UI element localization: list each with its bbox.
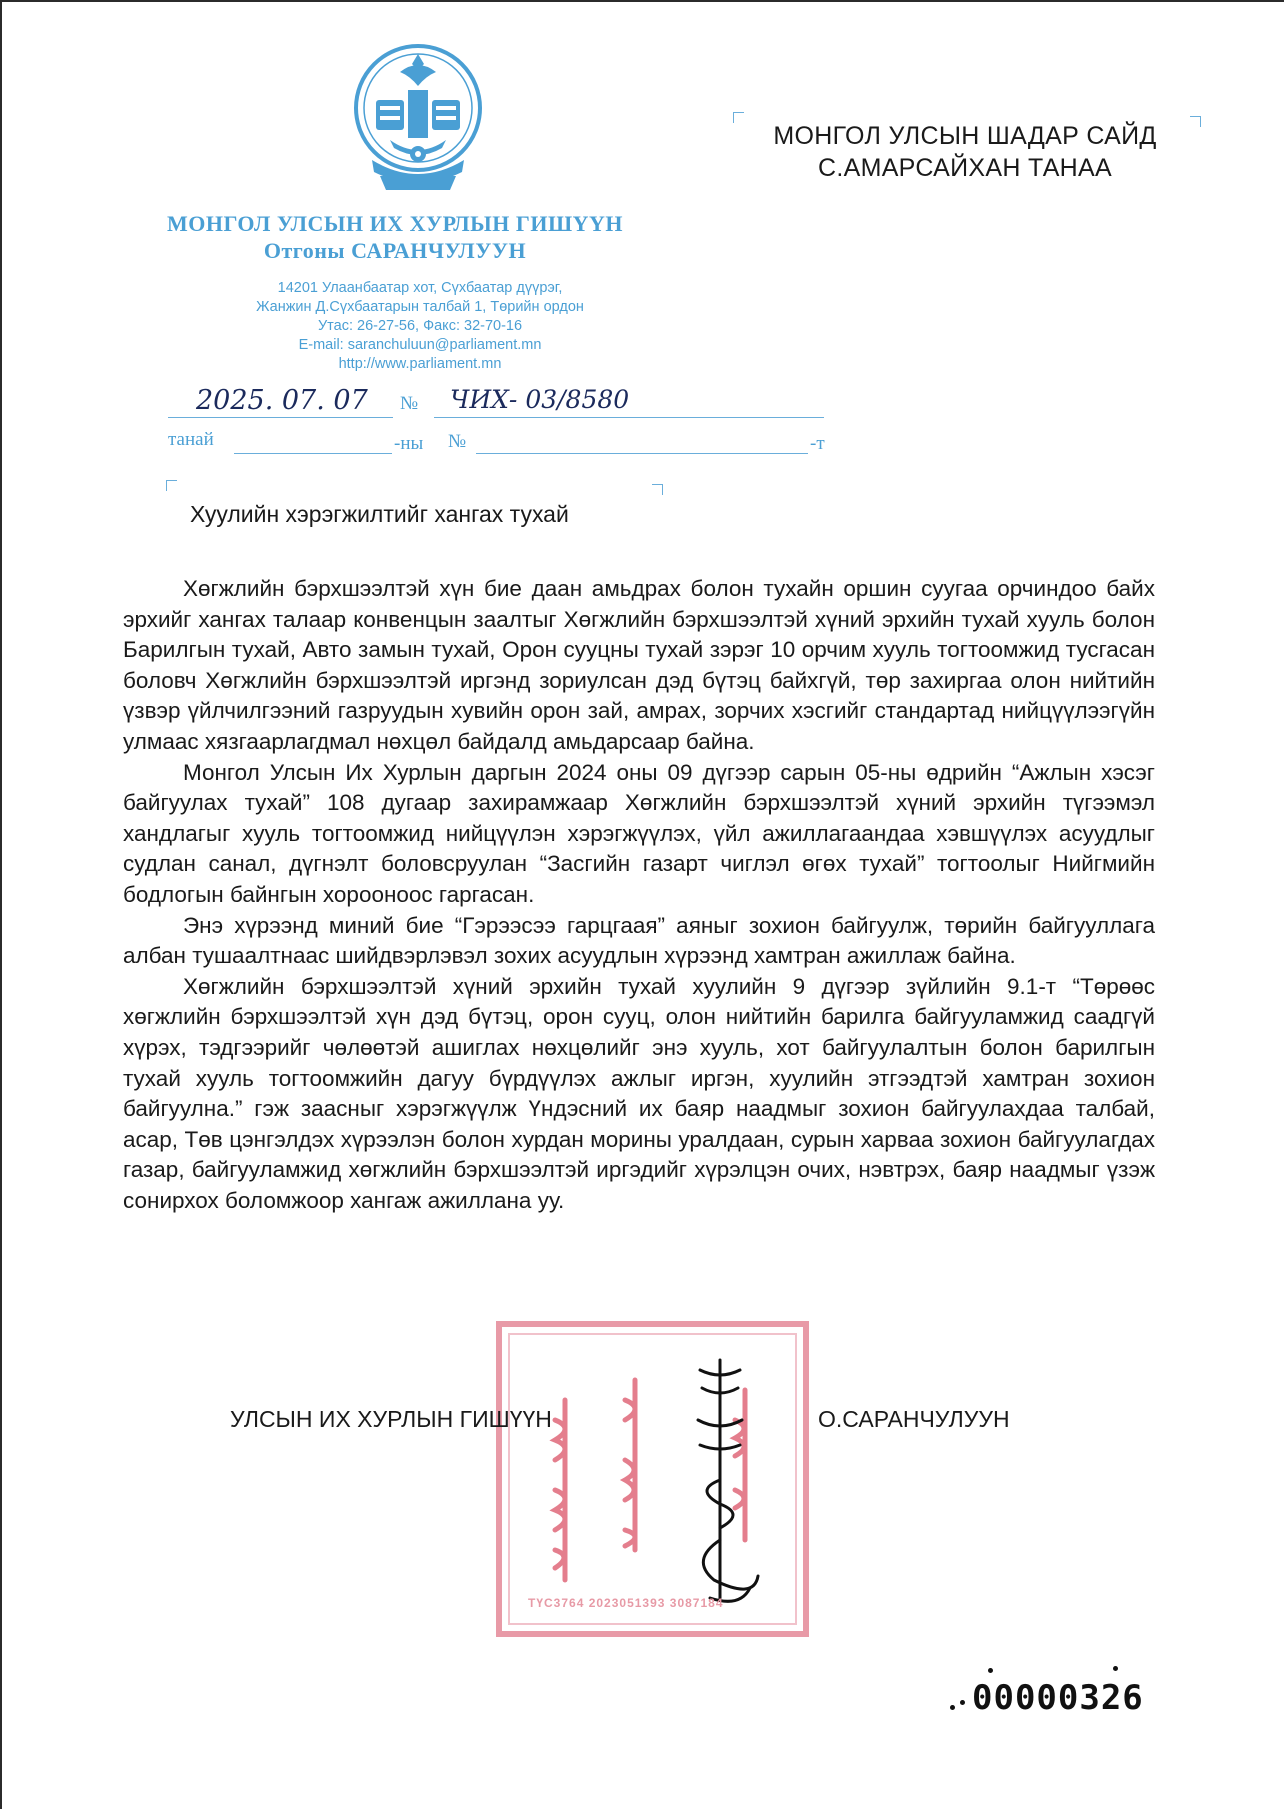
number-underline bbox=[434, 417, 824, 418]
letterhead-organization bbox=[120, 210, 670, 264]
body-paragraph: Хөгжлийн бэрхшээлтэй хүн бие даан амьдрах болон тухайн оршин суугаа орчиндоо байх эрхийг хангах талаар конвенцын заалтыг Хөгжлийн бэрхшээлтэй хүний эрхийн тухай хууль болон Барилгын тухай, Авто замын тухай, Орон сууцны тухай зэрэг 10 орчим хууль тогтоомжид тусгасан боловч Хөгжлийн бэрхшээлтэй иргэнд зориулсан дэд бүтэц байхгүй, төр захиргаа олон нийтийн үзвэр үйлчилгээний газруудын хувийн орон зай, амрах, зорчих хэсгийг стандартад нийцүүлээгүйн улмаас хязгаарлагдмал нөхцөл байдалд амьдарсаар байна. bbox=[123, 576, 1155, 754]
signature-block bbox=[0, 1300, 1284, 1640]
recipient-name: С.АМАРСАЙХАН ТАНАА bbox=[818, 154, 1112, 182]
letter-date-number-line bbox=[168, 385, 658, 419]
recipient-block bbox=[755, 120, 1175, 184]
document-serial-number: 00000326 bbox=[972, 1678, 1144, 1718]
reference-line bbox=[168, 427, 825, 457]
date-underline bbox=[168, 417, 393, 418]
address-line: Жанжин Д.Сүхбаатарын талбай 1, Төрийн ордон bbox=[256, 299, 584, 315]
body-paragraph: Энэ хүрээнд миний бие “Гэрээсээ гарцгаая” аяныг зохион байгуулж, төрийн байгууллага албан тушаалтнаас шийдвэрлэвэл зохих асуудлын хүрээнд хамтран ажиллаж байна. bbox=[123, 912, 1155, 969]
corner-mark bbox=[652, 484, 663, 495]
recipient-title: МОНГОЛ УЛСЫН ШАДАР САЙД bbox=[773, 122, 1157, 150]
org-title-line2: Отгоны САРАНЧУЛУУН bbox=[263, 238, 527, 263]
letter-body bbox=[123, 574, 1155, 1216]
corner-mark bbox=[166, 480, 177, 491]
address-line: Утас: 26-27-56, Факс: 32-70-16 bbox=[317, 318, 523, 334]
body-paragraph: Монгол Улсын Их Хурлын даргын 2024 оны 09 дүгээр сарын 05-ны өдрийн “Ажлын хэсэг байгуулах тухай” 108 дугаар захирамжаар Хөгжлийн бэрхшээлтэй хүний эрхийн түгээмэл хандлагыг хууль тогтоомжид нийцүүлэн хэрэгжүүлэх, үйл ажиллагаандаа хэвшүүлэх асуудлыг судлан санал, дүгнэлт боловсруулан “Засгийн газарт чиглэл өгөх тухай” тогтоолыг Нийгмийн бодлогын байнгын хорооноос гаргасан. bbox=[123, 759, 1155, 907]
ref-number-label: № bbox=[448, 431, 467, 452]
letter-date: 2025. 07. 07 bbox=[196, 385, 368, 416]
ref-suffix: -т bbox=[810, 433, 825, 454]
body-paragraph: Хөгжлийн бэрхшээлтэй хүний эрхийн тухай хуулийн 9 дүгээр зүйлийн 9.1-т “Төрөөс хөгжлийн бэрхшээлтэй хүн дэд бүтэц, орон сууц, олон нийтийн барилга байгууламжид саадгүй хүрэх, тэдгээрийг чөлөөтэй ашиглах нөхцөлийг энэ хууль, хот байгуулалтын болон барилгын тухай хууль тогтоомжийн дагуу бүрдүүлэх ажлыг иргэн, хуулийн этгээдтэй хамтран зохион байгуулна.” гэж заасныг хэрэгжүүлж Үндэсний их баяр наадмыг зохион байгуулахдаа талбай, асар, Төв цэнгэлдэх хүрээлэн болон хурдан морины уралдаан, сурын харваа зохион байгуулагдах газар, байгууламжид хөгжлийн бэрхшээлтэй иргэдийг хүрэлцэн очих, нэвтрэх, баяр наадмыг үзэж сонирхох боломжоор хангаж ажиллана уу. bbox=[123, 973, 1155, 1213]
mongolia-state-emblem-icon bbox=[350, 42, 486, 200]
number-label: № bbox=[400, 393, 419, 414]
page-edge-top bbox=[0, 0, 1284, 2]
address-website: http://www.parliament.mn bbox=[338, 356, 502, 372]
serial-dot bbox=[1113, 1666, 1118, 1671]
address-line: 14201 Улаанбаатар хот, Сүхбаатар дүүрэг, bbox=[277, 280, 563, 296]
address-email: E-mail: saranchuluun@parliament.mn bbox=[298, 337, 542, 353]
serial-dot bbox=[988, 1668, 993, 1673]
letter-subject: Хуулийн хэрэгжилтийг хангах тухай bbox=[190, 501, 569, 527]
ref-prefix: танай bbox=[168, 429, 214, 450]
letter-number: ЧИХ- 03/8580 bbox=[450, 385, 630, 414]
serial-dot bbox=[950, 1705, 955, 1710]
ref-date-underline bbox=[234, 453, 392, 454]
signatory-name: О.САРАНЧУЛУУН bbox=[818, 1406, 1010, 1432]
handwritten-signature-icon bbox=[680, 1350, 760, 1630]
letterhead-address bbox=[180, 279, 660, 374]
signatory-title: УЛСЫН ИХ ХУРЛЫН ГИШҮҮН bbox=[230, 1406, 552, 1432]
official-red-stamp-icon bbox=[495, 1320, 810, 1638]
serial-dot bbox=[960, 1700, 965, 1705]
corner-mark bbox=[1190, 116, 1201, 127]
stamp-registration-id: ТҮС3764 2023051393 3087184 bbox=[528, 1596, 724, 1610]
corner-mark bbox=[733, 112, 744, 123]
ref-number-underline bbox=[476, 453, 808, 454]
org-title-line1: МОНГОЛ УЛСЫН ИХ ХУРЛЫН ГИШҮҮН bbox=[166, 211, 624, 236]
ref-mid: -ны bbox=[394, 433, 424, 454]
